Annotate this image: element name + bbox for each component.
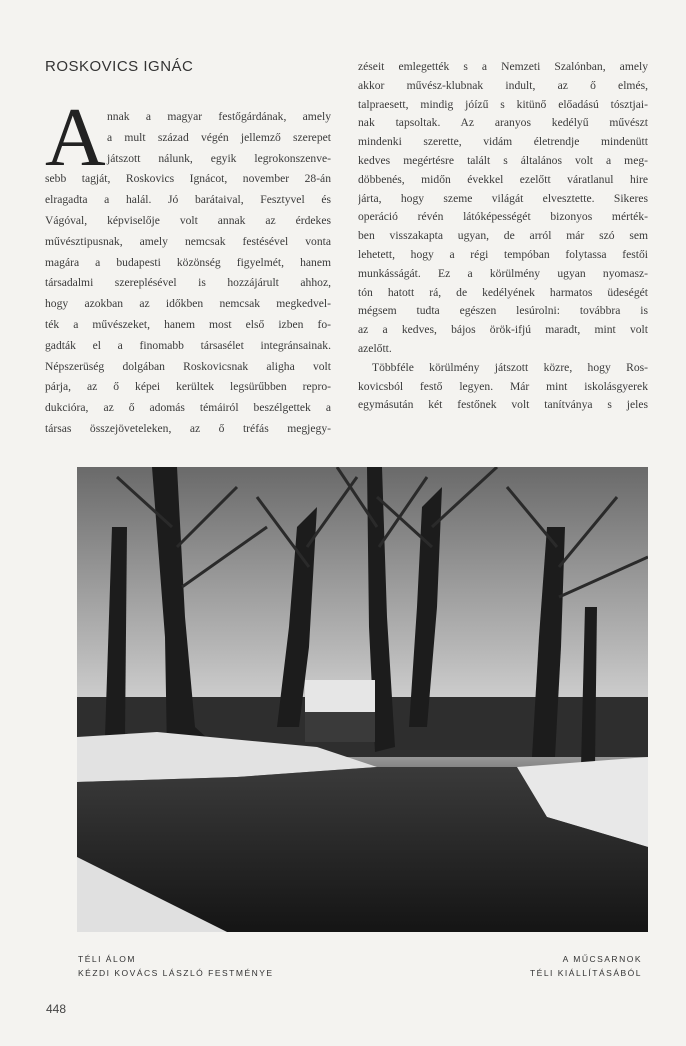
text-line: tón hatott rá, de kedélyének harmatos üdeségét xyxy=(358,285,648,299)
text-line: talpraesett, mindig jóízű s kitünő előadású tósztjai- xyxy=(358,97,648,111)
painting-caption-title xyxy=(78,952,274,980)
caption-artist: KÉZDI KOVÁCS LÁSZLÓ FESTMÉNYE xyxy=(78,968,274,978)
painting-teli-alom xyxy=(77,467,648,932)
drop-cap: A xyxy=(45,91,106,184)
left-text-column xyxy=(45,110,331,443)
text-line: zéseit emlegették s a Nemzeti Szalónban, amely xyxy=(358,60,648,73)
text-line: dukcióra, az ő adomás témáiról beszélgettek a xyxy=(45,401,331,415)
page-number: 448 xyxy=(46,1002,67,1016)
snowy-cabin-roof xyxy=(305,680,375,712)
text-line: ben visszakapta ugyan, de arról már szó sem xyxy=(358,229,648,243)
text-line: elragadta a halál. Jó barátaival, Fesztyvel és xyxy=(45,193,331,207)
text-line: munkásságát. Ez a körülmény ugyan nyomasz- xyxy=(358,266,648,280)
caption-source: A MŰCSARNOK xyxy=(562,954,642,964)
text-line: az a kedves, bájos örök-ifjú maradt, mint volt xyxy=(358,323,648,337)
caption-title: TÉLI ÁLOM xyxy=(78,954,136,964)
text-line: járta, hogy szeme világát elvesztette. Sikeres xyxy=(358,191,648,205)
text-line: nak tapsoltak. Az aranyos kedélyű művészt xyxy=(358,116,648,130)
text-line: operáció révén látóképességét bizonyos mérték- xyxy=(358,210,648,224)
text-line: magára a budapesti közönség figyelmét, hanem xyxy=(45,255,331,269)
text-line: Vágóval, képviselője volt annak az érdekes xyxy=(45,213,331,227)
text-line: Népszerüség dolgában Roskovicsnak aligha volt xyxy=(45,359,331,373)
text-line: kedves megértésre talált s általános volt a meg- xyxy=(358,153,648,167)
text-line: nnak a magyar festőgárdának, amely xyxy=(107,110,331,123)
text-line: ték a művészeket, hanem most első izben fo- xyxy=(45,317,331,331)
text-line: lehetett, hogy a régi tempóban folytassa festői xyxy=(358,247,648,261)
text-line: azelőtt. xyxy=(358,341,392,355)
text-line: döbbenés, midőn évekkel ezelőtt váratlanul hire xyxy=(358,172,648,186)
text-line: művésztipusnak, amely nemcsak festésével vonta xyxy=(45,234,331,248)
text-line: mindenki szerette, vidám életrendje mindenütt xyxy=(358,135,648,149)
text-line: játszott nálunk, egyik legrokonszenve- xyxy=(107,151,331,165)
article-title: ROSKOVICS IGNÁC xyxy=(45,58,194,75)
right-text-column xyxy=(358,60,648,417)
text-line: társadalmi szereplésével is hozzájárult ahhoz, xyxy=(45,276,331,290)
caption-exhibition: TÉLI KIÁLLÍTÁSÁBÓL xyxy=(529,968,642,978)
text-line: sebb tagját, Roskovics Ignácot, november 28-án xyxy=(45,172,331,186)
text-line: hogy azokban az időkben nemcsak megkedvel- xyxy=(45,297,331,311)
text-line: mégsem tudta egészen lesúrolni: továbbra is xyxy=(358,304,648,318)
text-line: akkor művész-klubnak indult, az ő elmés, xyxy=(358,78,648,92)
text-line: kovicsból festő legyen. Már mint iskolásgyerek xyxy=(358,379,648,393)
text-line: gadták el a finomabb társasélet integránsainak. xyxy=(45,338,331,352)
text-line: Többféle körülmény játszott közre, hogy Ros- xyxy=(372,360,648,374)
text-line: párja, az ő képei kerültek legsürűbben repro- xyxy=(45,380,331,394)
text-line: egymásután két festőnek volt tanítványa s jeles xyxy=(358,398,648,412)
painting-caption-source xyxy=(530,952,642,980)
text-line: társas összejöveteleken, az ő tréfás megjegy- xyxy=(45,421,331,435)
text-line: a mult század végén jellemző szerepet xyxy=(107,130,331,144)
